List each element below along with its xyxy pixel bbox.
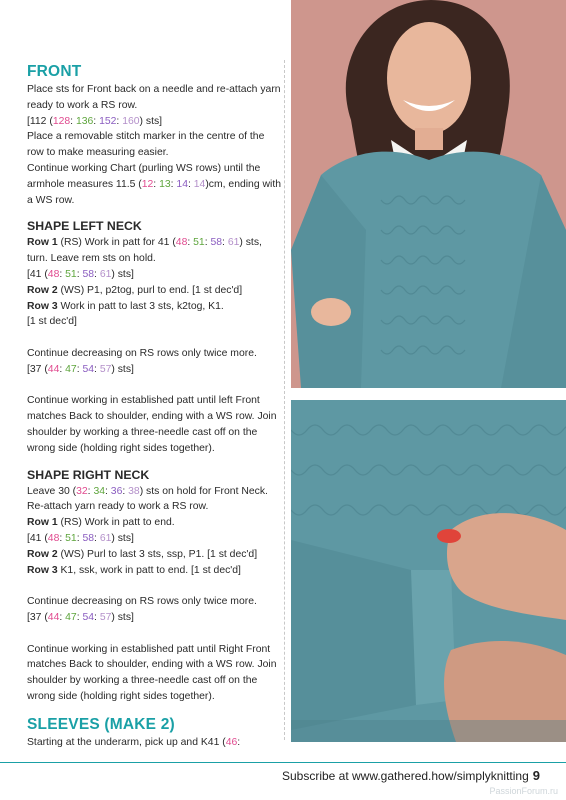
right-neck-row-3: Row 3 K1, ssk, work in patt to end. [1 st dec'd] (27, 564, 241, 576)
subscribe-link[interactable]: Subscribe at www.gathered.how/simplyknitting (281, 769, 529, 783)
front-paragraph-2: Place a removable stitch marker in the centre of the row to make measuring easier. (27, 131, 265, 159)
sleeve-detail-illustration (291, 400, 566, 742)
left-neck-row-3: Row 3 Work in patt to last 3 sts, k2tog, K1. [1 st dec'd] (27, 300, 224, 328)
left-neck-count-2: [37 (44: 47: 54: 57) sts] (27, 363, 134, 375)
section-heading-right-neck: SHAPE RIGHT NECK (27, 467, 150, 482)
right-neck-count-2: [37 (44: 47: 54: 57) sts] (27, 611, 134, 623)
left-neck-count-1: [41 (48: 51: 58: 61) sts] (27, 268, 134, 280)
front-stitch-count: [112 (128: 136: 152: 160) sts] (27, 115, 163, 127)
front-paragraph-1: Place sts for Front back on a needle and re-attach yarn ready to work a RS row. (27, 84, 281, 111)
right-neck-row-2: Row 2 (WS) Purl to last 3 sts, ssp, P1. [1 st dec'd] (27, 548, 258, 560)
footer-rule (0, 762, 566, 763)
right-neck-continue: Continue working in established patt until Right Front matches Back to shoulder, ending with a WS row. Join shoulder by working a three-needle cast off on the wrong side (holding right sides together). (27, 643, 277, 702)
left-neck-row-2: Row 2 (WS) P1, p2tog, purl to end. [1 st dec'd] (27, 284, 243, 296)
sleeve-detail-photo (291, 400, 566, 742)
right-neck-leave: Leave 30 (32: 34: 36: 38) sts on hold for Front Neck. Re-attach yarn ready to work a RS row. (27, 485, 268, 513)
sleeves-paragraph: Starting at the underarm, pick up and K41 (46: (27, 736, 241, 748)
section-heading-front: FRONT (27, 63, 82, 80)
section-heading-sleeves: SLEEVES (MAKE 2) (27, 715, 175, 733)
model-illustration (291, 0, 566, 388)
left-neck-continue: Continue working in established patt until left Front matches Back to shoulder, ending with a WS row. Join shoulder by working a three-needle cast off on the wrong side (holding right sides together). (27, 395, 277, 454)
footer (282, 768, 540, 783)
section-heading-left-neck: SHAPE LEFT NECK (27, 219, 142, 234)
right-neck-row-1: Row 1 (RS) Work in patt to end. (27, 517, 175, 529)
column-divider (284, 60, 285, 740)
page-number: 9 (532, 768, 540, 783)
right-neck-count-1: [41 (48: 51: 58: 61) sts] (27, 532, 134, 544)
right-neck-decrease: Continue decreasing on RS rows only twice more. (27, 596, 257, 608)
model-photo (291, 0, 566, 388)
left-neck-row-1: Row 1 (RS) Work in patt for 41 (48: 51: 58: 61) sts, turn. Leave rem sts on hold. (27, 237, 262, 265)
watermark: PassionForum.ru (489, 786, 558, 796)
left-neck-decrease: Continue decreasing on RS rows only twice more. (27, 347, 257, 359)
pattern-text-column (27, 62, 283, 750)
front-paragraph-3: Continue working Chart (purling WS rows) until the armhole measures 11.5 (12: 13: 14: 14)cm, ending with a WS row. (27, 162, 281, 206)
